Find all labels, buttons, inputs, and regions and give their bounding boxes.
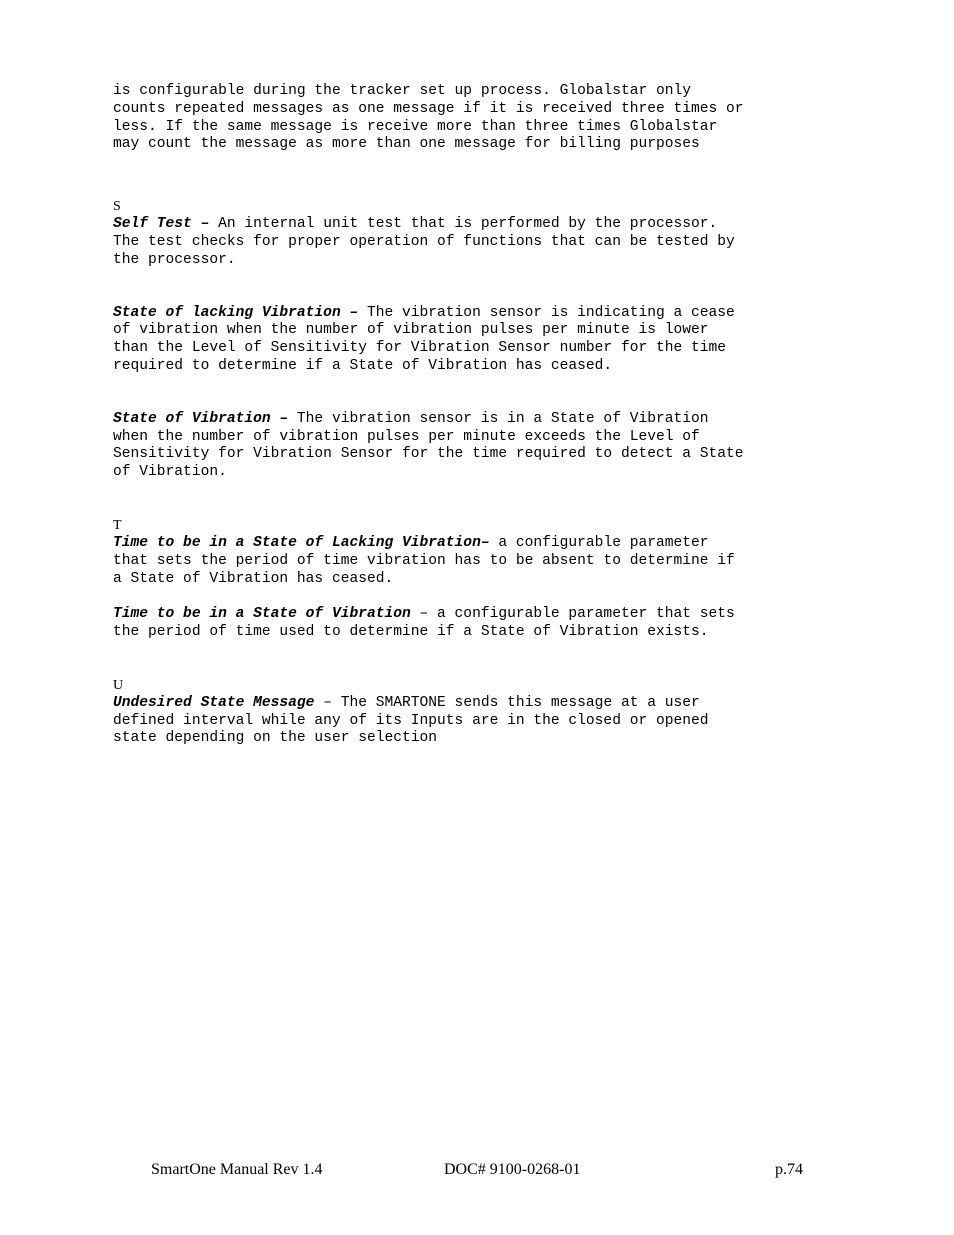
glossary-term: State of Vibration –	[113, 410, 289, 427]
glossary-definition-line: The test checks for proper operation of functions that can be tested by	[113, 233, 735, 250]
intro-line: may count the message as more than one message for billing purposes	[113, 136, 700, 153]
glossary-entry-time-lacking-vibration	[113, 535, 813, 588]
glossary-definition-line: of Vibration.	[113, 464, 227, 481]
section-letter-u: U	[113, 677, 124, 693]
section-letter-s: S	[113, 199, 121, 215]
glossary-definition-line: the period of time used to determine if a State of Vibration exists.	[113, 623, 709, 640]
intro-line: less. If the same message is receive more than three times Globalstar	[113, 118, 718, 135]
glossary-term: Self Test –	[113, 216, 210, 233]
glossary-definition-line: than the Level of Sensitivity for Vibration Sensor number for the time	[113, 340, 727, 357]
glossary-definition-line: when the number of vibration pulses per minute exceeds the Level of	[113, 428, 700, 445]
glossary-term: Undesired State Message	[113, 694, 315, 711]
glossary-definition-line: An internal unit test that is performed by the processor.	[209, 216, 718, 233]
intro-line: is configurable during the tracker set up process. Globalstar only	[113, 83, 692, 99]
glossary-definition-line: required to determine if a State of Vibration has ceased.	[113, 357, 613, 374]
intro-line: counts repeated messages as one message if it is received three times or	[113, 100, 744, 117]
glossary-entry-state-of-lacking-vibration	[113, 305, 813, 376]
glossary-definition-line: defined interval while any of its Inputs are in the closed or opened	[113, 712, 709, 729]
footer-manual-title: SmartOne Manual Rev 1.4	[151, 1161, 323, 1178]
glossary-entry-undesired-state-message	[113, 695, 813, 748]
glossary-term: Time to be in a State of Lacking Vibration–	[113, 534, 490, 551]
glossary-definition-line: a configurable parameter	[489, 534, 709, 551]
glossary-term: State of lacking Vibration –	[113, 304, 359, 321]
page-body	[113, 83, 813, 748]
glossary-definition-line: The vibration sensor is indicating a cease	[358, 304, 735, 321]
glossary-definition-line: – a configurable parameter that sets	[410, 606, 735, 623]
footer-doc-number: DOC# 9100-0268-01	[444, 1161, 581, 1178]
glossary-definition-line: the processor.	[113, 251, 236, 268]
page-footer	[0, 1160, 954, 1180]
glossary-entry-self-test	[113, 216, 813, 269]
glossary-term: Time to be in a State of Vibration	[113, 606, 411, 623]
glossary-entry-state-of-vibration	[113, 411, 813, 482]
glossary-definition-line: that sets the period of time vibration has to be absent to determine if	[113, 552, 735, 569]
intro-paragraph	[113, 83, 813, 154]
glossary-definition-line: The vibration sensor is in a State of Vibration	[288, 410, 709, 427]
glossary-definition-line: state depending on the user selection	[113, 730, 438, 747]
glossary-entry-time-state-of-vibration	[113, 606, 813, 642]
footer-page-number: p.74	[775, 1161, 803, 1178]
glossary-definition-line: a State of Vibration has ceased.	[113, 570, 394, 587]
glossary-definition-line: of vibration when the number of vibration pulses per minute is lower	[113, 322, 709, 339]
glossary-definition-line: Sensitivity for Vibration Sensor for the time required to detect a State	[113, 446, 744, 463]
glossary-definition-line: – The SMARTONE sends this message at a user	[314, 694, 700, 711]
section-letter-t: T	[113, 517, 122, 533]
